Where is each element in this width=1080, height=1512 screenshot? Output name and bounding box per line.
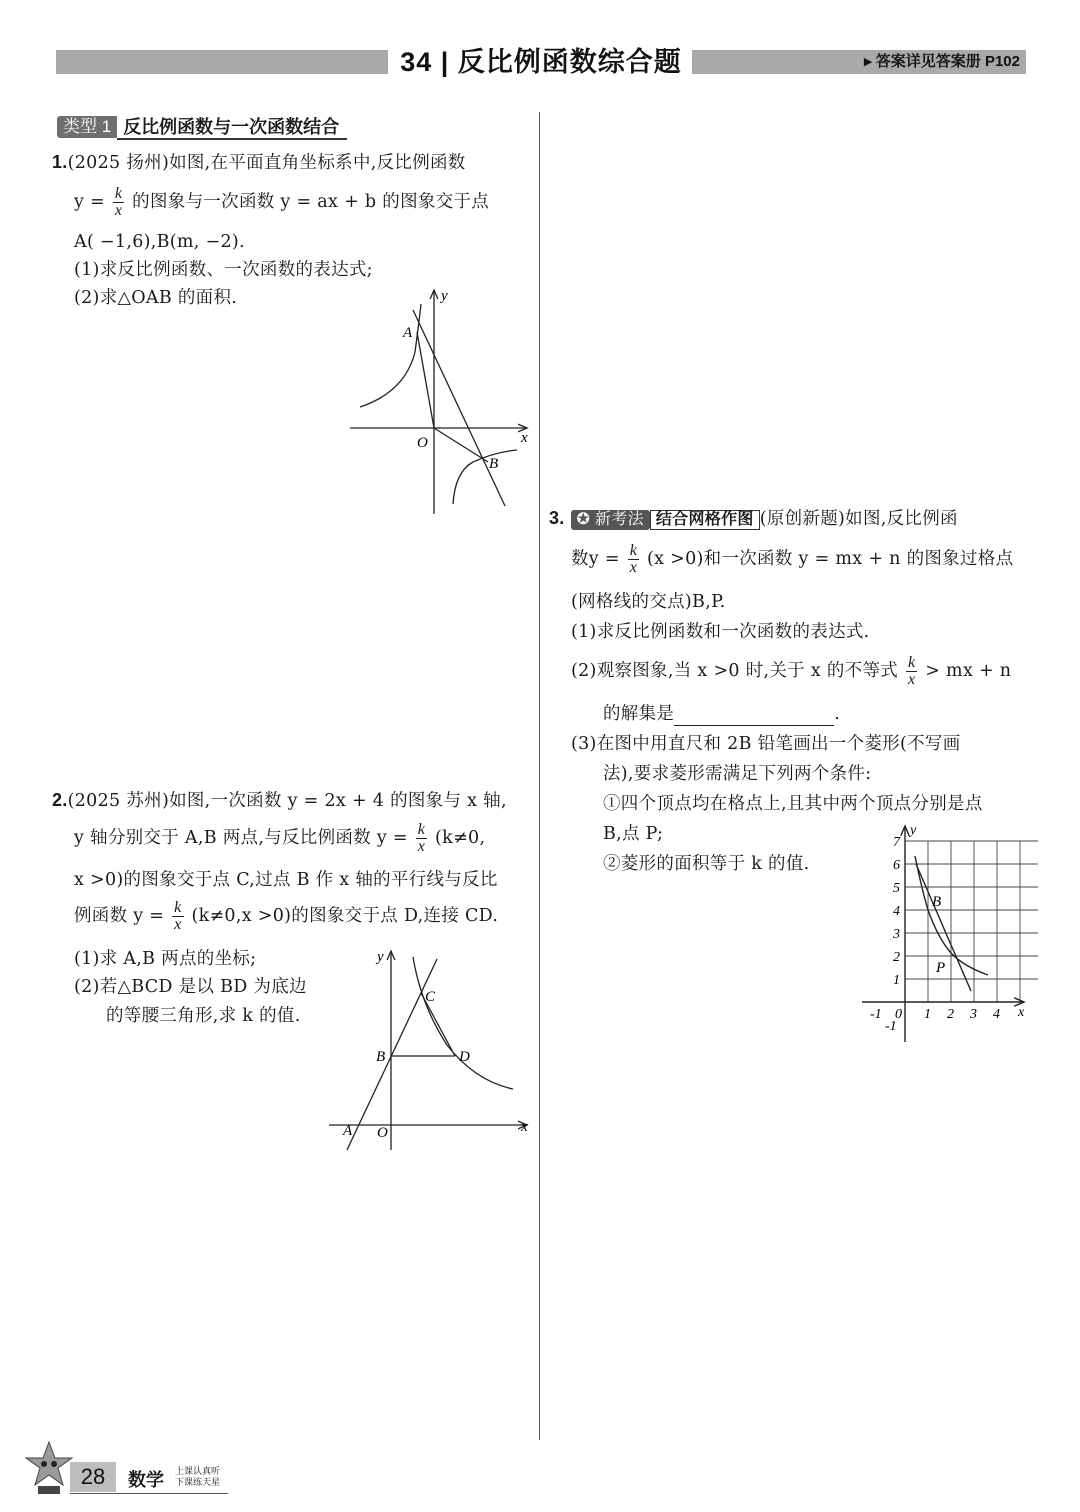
answer-reference: ▸ 答案详见答案册 P102 [864,53,1020,70]
q1-label-x: x [521,430,528,446]
q3-number: 3. [549,508,565,528]
q2-label-a: A [343,1123,353,1139]
q3-frac2-num: k [907,654,916,671]
y-tick-label: 7 [893,835,900,850]
y-tick-label: 5 [893,881,900,896]
q3-text1-post: (原创新题)如图,反比例函 [759,509,958,529]
q3-part2 [571,655,1011,688]
q3-part2-post: > mx + n [925,661,1012,681]
answer-blank[interactable] [674,707,834,726]
q3-badge-new [571,510,650,530]
q3-line3: (网格线的交点)B,P. [571,592,726,612]
q2-label-x: x [521,1119,528,1135]
q2-part2b: 的等腰三角形,求 k 的值. [106,1006,301,1026]
q3-frac2-den: x [907,671,916,688]
q1-label-y: y [441,288,448,304]
page-number: 28 [70,1462,116,1492]
q3-frac1-den: x [629,559,638,576]
q2-line-y-2x-4 [347,959,437,1150]
q3-part3a: (3)在图中用直尺和 2B 铅笔画出一个菱形(不写画 [571,734,961,754]
q2-frac1-den: x [417,838,426,855]
q2-text4-pre: 例函数 y = [74,906,165,926]
q2-frac2-den: x [174,916,182,933]
q1-line1 [52,150,466,175]
q3-label-x: x [1018,1005,1025,1020]
y-tick-label: 1 [893,973,900,988]
q1-line3: A( −1,6),B(m, −2). [74,232,245,252]
q3-grid [905,841,1038,1002]
q3-part2-line2 [603,702,840,726]
x-tick-label: 2 [947,1007,954,1022]
q1-label-o: O [417,435,428,451]
q2-line4 [74,900,498,933]
q3-fraction-1 [628,543,639,576]
q3-label-p: P [936,960,946,976]
x-tick-label: 3 [970,1007,977,1022]
q1-number: 1. [52,152,68,172]
q3-badge-grid: 结合网格作图 [650,510,760,530]
q1-part2: (2)求△OAB 的面积. [74,288,238,308]
q1-text1: (2025 扬州)如图,在平面直角坐标系中,反比例函数 [67,153,466,173]
q3-cond1b: B,点 P; [603,824,664,844]
q3-tick-labels [870,835,1000,1034]
q2-fraction-2 [172,900,183,933]
mascot-star-icon [24,1440,74,1496]
y-tick-label: 6 [893,858,900,873]
type-section-heading [57,116,347,138]
x-tick-label: 1 [924,1007,931,1022]
q3-part1: (1)求反比例函数和一次函数的表达式. [571,622,870,642]
q2-label-c: C [425,989,436,1005]
q1-frac-den: x [114,202,123,219]
slogan-line1: 上课认真听 [175,1466,221,1476]
q3-label-b: B [932,894,942,910]
q2-number: 2. [52,790,68,810]
q3-text2-pre: 数y = [571,549,620,569]
q2-frac1-num: k [417,821,426,838]
y-tick-label: 3 [893,927,900,942]
q1-label-b: B [489,456,499,472]
q3-cond1a: ①四个顶点均在格点上,且其中两个顶点分别是点 [603,794,983,814]
q2-line3: x >0)的图象交于点 C,过点 B 作 x 轴的平行线与反比 [74,870,498,890]
q1-segment-ob [434,428,488,462]
q3-text2-post: (x >0)和一次函数 y = mx + n 的图象过格点 [646,549,1014,569]
q3-frac1-num: k [629,542,638,559]
q3-part2-line2-pre: 的解集是 [603,704,675,724]
x-tick-label: 4 [993,1007,1000,1022]
q1-text2-post: 的图象与一次函数 y = ax + b 的图象交于点 [132,192,490,212]
q1-label-a: A [403,325,413,341]
page-title: 34 | 反比例函数综合题 [394,44,688,80]
y-tick-label: 2 [893,950,900,965]
q1-hyperbola-right [453,450,517,504]
y-tick-label: -1 [885,1019,897,1034]
slogan-line2: 下课练天星 [175,1477,221,1487]
header-bar-left [56,50,388,74]
q2-fraction-1 [416,822,427,855]
star-icon: ✪ [576,510,591,528]
q3-line1 [549,506,958,531]
q3-cond2: ②菱形的面积等于 k 的值. [603,854,810,874]
q1-segment-oa [417,332,434,428]
q2-text2-pre: y 轴分别交于 A,B 两点,与反比例函数 y = [74,828,408,848]
q1-figure [345,282,535,517]
y-tick-label: 4 [893,904,900,919]
q3-part3b: 法),要求菱形需满足下列两个条件: [603,764,872,784]
q1-hyperbola-left [360,304,421,407]
q3-part2-pre: (2)观察图象,当 x >0 时,关于 x 的不等式 [571,661,899,681]
q2-figure [325,945,535,1155]
q2-part2a: (2)若△BCD 是以 BD 为底边 [74,977,307,997]
q3-fraction-2 [906,655,917,688]
slogan [175,1466,220,1488]
q3-figure [858,820,1038,1050]
subject-label: 数学 [128,1470,164,1490]
q1-text2-pre: y = [74,192,106,212]
x-tick-label: -1 [870,1007,882,1022]
q2-label-o: O [377,1125,388,1141]
q2-label-b: B [376,1049,386,1065]
q2-text1: (2025 苏州)如图,一次函数 y = 2x + 4 的图象与 x 轴, [67,791,507,811]
q2-label-y: y [377,949,384,965]
type-tag-title: 反比例函数与一次函数结合 [117,116,347,140]
q1-part1: (1)求反比例函数、一次函数的表达式; [74,260,373,280]
q2-text4-post: (k≠0,x >0)的图象交于点 D,连接 CD. [191,906,499,926]
type-tag-label: 类型 1 [57,116,117,138]
q3-line2 [571,543,1013,576]
q3-label-y: y [910,823,917,838]
q2-part1: (1)求 A,B 两点的坐标; [74,949,257,969]
footer-rule [70,1493,228,1494]
q2-line1 [52,788,507,813]
q1-line2 [74,186,489,219]
q1-frac-num: k [114,185,123,202]
q3-hyperbola [915,856,988,975]
x-tick-label: 0 [895,1007,902,1022]
q3-badge-new-label: 新考法 [594,510,644,528]
q1-fraction [113,186,124,219]
q2-label-d: D [459,1049,470,1065]
q2-text2-post: (k≠0, [435,828,486,848]
q2-line2 [74,822,485,855]
q2-frac2-num: k [174,899,182,916]
q3-part2-line2-post: . [834,704,841,724]
column-divider [539,112,540,1440]
